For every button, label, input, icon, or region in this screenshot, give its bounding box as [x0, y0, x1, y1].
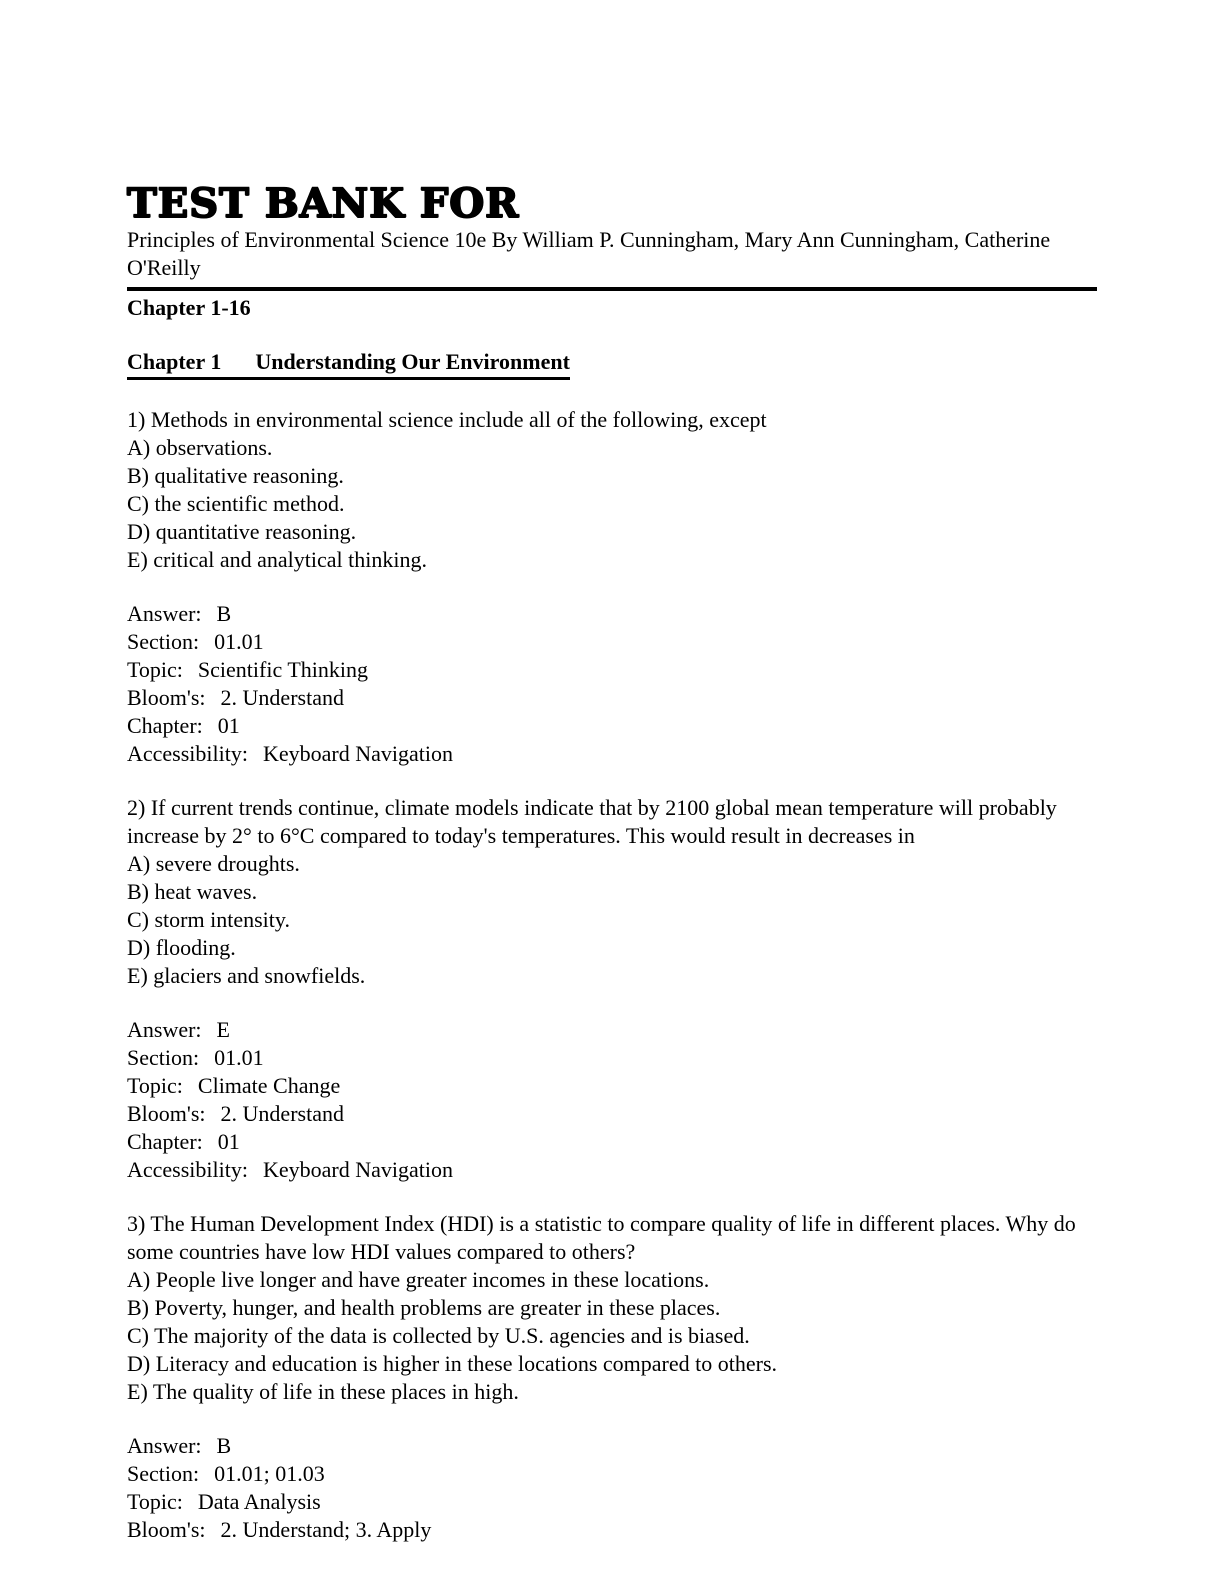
question-3: [127, 1210, 1097, 1406]
question-3-stem: 3) The Human Development Index (HDI) is a statistic to compare quality of life in different places. Why do some countries have low HDI values compared to others?: [127, 1211, 1076, 1264]
question-2-option-a: A) severe droughts.: [127, 851, 300, 876]
meta-label: Answer:: [127, 1433, 202, 1458]
meta-label: Accessibility:: [127, 1157, 248, 1182]
question-1-option-a: A) observations.: [127, 435, 273, 460]
meta-value: 2. Understand: [220, 685, 344, 710]
meta-value: B: [216, 601, 232, 626]
meta-row-section: [127, 1044, 1097, 1072]
meta-row-answer: [127, 1016, 1097, 1044]
question-1-option-b: B) qualitative reasoning.: [127, 463, 344, 488]
meta-value: 01: [217, 1129, 240, 1154]
book-title-block: [127, 226, 1097, 291]
test-bank-logo: TEST BANK FOR: [127, 180, 520, 227]
meta-value: E: [216, 1017, 230, 1042]
chapter-heading: [127, 348, 1097, 380]
question-3-option-b: B) Poverty, hunger, and health problems are greater in these places.: [127, 1295, 721, 1320]
question-1-metadata: [127, 600, 1097, 768]
meta-row-section: [127, 628, 1097, 656]
meta-label: Answer:: [127, 601, 202, 626]
meta-label: Section:: [127, 1461, 200, 1486]
meta-label: Topic:: [127, 1489, 183, 1514]
chapter-heading-underlined: [127, 348, 570, 380]
chapter-heading-title: Understanding Our Environment: [255, 349, 570, 374]
meta-value: Data Analysis: [197, 1489, 321, 1514]
meta-value: 01.01; 01.03: [214, 1461, 325, 1486]
meta-label: Chapter:: [127, 1129, 203, 1154]
meta-row-accessibility: [127, 1156, 1097, 1184]
question-1-option-d: D) quantitative reasoning.: [127, 519, 357, 544]
question-2-stem: 2) If current trends continue, climate models indicate that by 2100 global mean temperature will probably increase by 2° to 6°C compared to today's temperatures. This would result in decreases in: [127, 795, 1057, 848]
question-3-option-c: C) The majority of the data is collected by U.S. agencies and is biased.: [127, 1323, 750, 1348]
meta-row-topic: [127, 1488, 1097, 1516]
meta-label: Chapter:: [127, 713, 203, 738]
meta-value: Keyboard Navigation: [262, 1157, 453, 1182]
question-2-option-b: B) heat waves.: [127, 879, 258, 904]
chapter-range: Chapter 1-16: [127, 295, 251, 320]
question-3-metadata: [127, 1432, 1097, 1544]
question-1-option-c: C) the scientific method.: [127, 491, 345, 516]
question-2: [127, 794, 1097, 990]
meta-value: Keyboard Navigation: [262, 741, 453, 766]
meta-label: Topic:: [127, 1073, 183, 1098]
meta-row-answer: [127, 600, 1097, 628]
meta-row-topic: [127, 656, 1097, 684]
meta-label: Section:: [127, 1045, 200, 1070]
meta-row-blooms: [127, 1100, 1097, 1128]
meta-row-section: [127, 1460, 1097, 1488]
book-title: Principles of Environmental Science 10e By William P. Cunningham, Mary Ann Cunningham, Catherine O'Reilly: [127, 227, 1051, 280]
meta-label: Bloom's:: [127, 685, 206, 710]
meta-label: Bloom's:: [127, 1517, 206, 1542]
question-2-option-c: C) storm intensity.: [127, 907, 290, 932]
meta-label: Section:: [127, 629, 200, 654]
meta-label: Accessibility:: [127, 741, 248, 766]
meta-row-answer: [127, 1432, 1097, 1460]
chapter-heading-number: Chapter 1: [127, 349, 222, 374]
question-1-option-e: E) critical and analytical thinking.: [127, 547, 427, 572]
meta-row-chapter: [127, 1128, 1097, 1156]
meta-row-accessibility: [127, 740, 1097, 768]
question-1-stem: 1) Methods in environmental science include all of the following, except: [127, 407, 767, 432]
meta-value: 2. Understand: [220, 1101, 344, 1126]
meta-value: Climate Change: [197, 1073, 341, 1098]
meta-value: 01.01: [214, 1045, 264, 1070]
question-3-option-a: A) People live longer and have greater incomes in these locations.: [127, 1267, 710, 1292]
meta-value: 01: [217, 713, 240, 738]
meta-row-blooms: [127, 684, 1097, 712]
question-1: [127, 406, 1097, 574]
meta-row-topic: [127, 1072, 1097, 1100]
meta-label: Topic:: [127, 657, 183, 682]
question-3-option-e: E) The quality of life in these places in high.: [127, 1379, 519, 1404]
meta-value: Scientific Thinking: [197, 657, 368, 682]
question-2-metadata: [127, 1016, 1097, 1184]
meta-value: B: [216, 1433, 232, 1458]
question-2-option-e: E) glaciers and snowfields.: [127, 963, 366, 988]
question-3-option-d: D) Literacy and education is higher in these locations compared to others.: [127, 1351, 778, 1376]
meta-label: Answer:: [127, 1017, 202, 1042]
meta-value: 2. Understand; 3. Apply: [220, 1517, 432, 1542]
meta-row-blooms: [127, 1516, 1097, 1544]
meta-row-chapter: [127, 712, 1097, 740]
question-2-option-d: D) flooding.: [127, 935, 236, 960]
meta-label: Bloom's:: [127, 1101, 206, 1126]
meta-value: 01.01: [214, 629, 264, 654]
